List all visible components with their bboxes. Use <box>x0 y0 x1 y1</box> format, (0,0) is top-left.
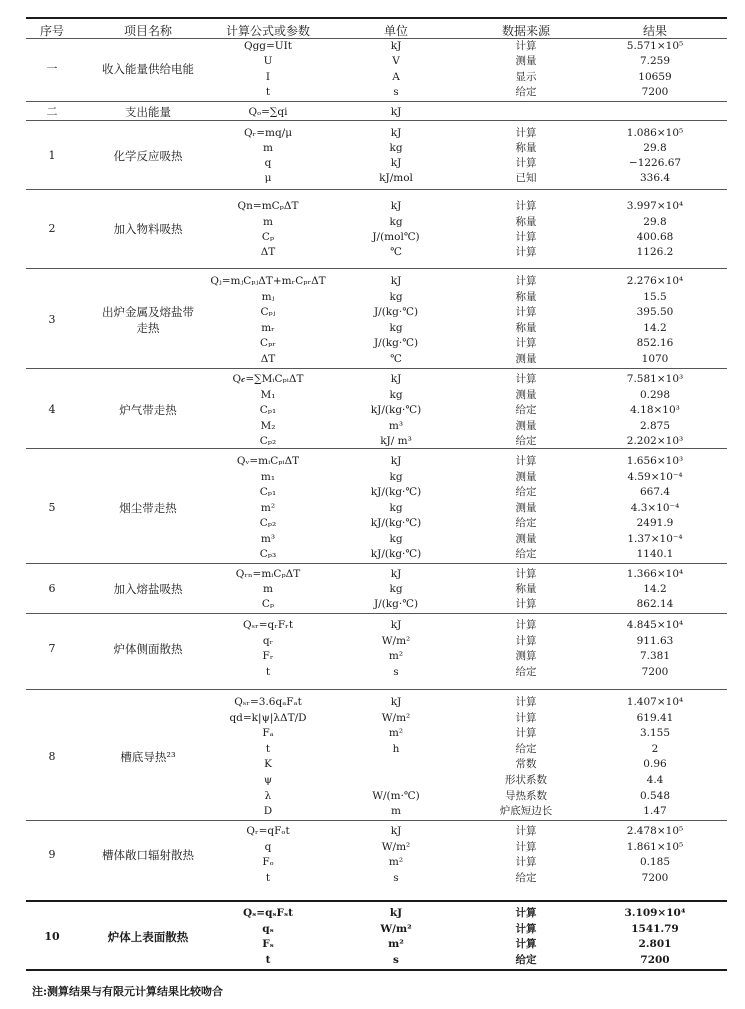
formula-cell: Qₒ=∑qi <box>248 106 288 118</box>
source-cell: 给定 <box>515 548 537 560</box>
formula-cell: Qn=mCₚΔT <box>237 200 299 212</box>
result-cell: 336.4 <box>639 172 671 184</box>
formula-cell: qₛ <box>262 923 274 935</box>
formula-cell: t <box>265 666 271 678</box>
unit-cell: ℃ <box>390 353 402 365</box>
group-seq: 2 <box>48 222 56 235</box>
formula-cell: ΔT <box>260 353 276 365</box>
formula-cell: t <box>265 872 271 884</box>
unit-cell: kg <box>389 389 403 401</box>
formula-cell: Cₚⱼ <box>260 306 276 318</box>
formula-cell: Cₚᵣ <box>260 337 276 349</box>
unit-cell: V <box>392 55 400 67</box>
result-cell: 7200 <box>641 86 669 98</box>
source-cell: 测量 <box>515 471 537 483</box>
source-cell: 给定 <box>515 486 537 498</box>
formula-cell: Q𝒸=∑MᵢCₚᵢΔT <box>232 373 304 385</box>
unit-cell: m² <box>388 727 404 739</box>
result-cell: 395.50 <box>636 306 674 318</box>
group-item-name: 出炉金属及熔盐带 <box>102 305 194 319</box>
result-cell: 2.875 <box>639 420 671 432</box>
group-item-name: 槽体敞口辐射散热 <box>102 847 194 862</box>
result-cell: 1.407×10⁴ <box>626 696 684 708</box>
formula-cell: λ <box>264 790 272 802</box>
source-cell: 计算 <box>515 598 537 610</box>
source-cell: 计算 <box>515 727 537 739</box>
formula-cell: μ <box>264 172 272 184</box>
result-cell: 2 <box>651 743 659 755</box>
formula-cell: ΔT <box>260 246 276 258</box>
group-seq: 3 <box>48 313 56 326</box>
table-top-rule <box>26 17 727 19</box>
formula-cell: q <box>264 841 272 853</box>
formula-cell: m₁ <box>260 471 276 483</box>
group-item-name: 烟尘带走热 <box>119 500 177 515</box>
result-cell: 1140.1 <box>636 548 674 560</box>
source-cell: 给定 <box>515 517 537 529</box>
formula-cell: t <box>265 743 271 755</box>
group-separator-rule <box>26 368 727 369</box>
formula-cell: q <box>264 157 272 169</box>
formula-cell: m <box>263 583 273 595</box>
source-cell: 称量 <box>515 322 537 334</box>
formula-cell: Qᵣ=qFₒt <box>246 825 290 837</box>
result-cell: 0.548 <box>639 790 671 802</box>
header-result: 结果 <box>642 24 668 38</box>
table-footnote: 注:测算结果与有限元计算结果比较吻合 <box>32 985 224 998</box>
result-cell: 0.298 <box>639 389 671 401</box>
source-cell: 测量 <box>515 353 537 365</box>
source-cell: 计算 <box>515 568 537 580</box>
result-cell: 667.4 <box>639 486 671 498</box>
formula-cell: Fₐ <box>262 727 274 739</box>
formula-cell: qd=k|ψ|λΔT/D <box>229 712 307 724</box>
group-separator-rule <box>26 820 727 821</box>
group-separator-rule <box>26 448 727 449</box>
source-cell: 给定 <box>515 435 537 447</box>
group-separator-rule <box>26 101 727 102</box>
result-cell: 7.581×10³ <box>626 373 684 385</box>
result-cell: 1.366×10⁴ <box>626 568 684 580</box>
unit-cell: W/m² <box>381 841 411 853</box>
group-seq: 5 <box>48 500 56 514</box>
result-cell: 1.861×10⁵ <box>626 841 684 853</box>
source-cell: 计算 <box>515 938 537 950</box>
group-item-name: 炉气带走热 <box>119 403 177 417</box>
unit-cell: kJ/(kg·℃) <box>370 548 422 560</box>
group-seq: 7 <box>48 641 56 655</box>
group-seq: 1 <box>48 148 56 162</box>
formula-cell: m <box>263 142 273 154</box>
source-cell: 测量 <box>515 533 537 545</box>
unit-cell: kJ <box>389 907 403 919</box>
result-cell: 1.47 <box>643 805 667 817</box>
result-cell: 0.185 <box>639 856 671 868</box>
unit-cell: kg <box>389 142 403 154</box>
result-cell: 7.381 <box>639 650 671 662</box>
source-cell: 计算 <box>515 127 537 139</box>
unit-cell: m³ <box>388 420 404 432</box>
unit-cell: s <box>393 86 399 98</box>
source-cell: 计算 <box>515 275 537 287</box>
result-cell: 3.997×10⁴ <box>626 200 684 212</box>
source-cell: 计算 <box>515 635 537 647</box>
source-cell: 导热系数 <box>505 790 547 802</box>
formula-cell: t <box>265 86 271 98</box>
group-seq: 4 <box>48 403 56 416</box>
formula-cell: M₁ <box>260 389 276 401</box>
result-cell: 4.4 <box>646 774 664 786</box>
formula-cell: Cₚ₁ <box>259 404 277 416</box>
result-cell: 3.109×10⁴ <box>624 907 686 919</box>
result-cell: 911.63 <box>636 635 674 647</box>
unit-cell: kJ <box>390 157 402 169</box>
unit-cell: W/m² <box>381 635 411 647</box>
unit-cell: kJ <box>390 106 402 118</box>
formula-cell: K <box>264 758 272 770</box>
source-cell: 炉底短边长 <box>499 805 553 817</box>
table-header-rule <box>26 38 727 39</box>
unit-cell: kJ <box>390 455 402 467</box>
result-cell: 852.16 <box>636 337 674 349</box>
unit-cell: kg <box>389 471 403 483</box>
source-cell: 称量 <box>515 583 537 595</box>
unit-cell: kJ/(kg·℃) <box>370 517 422 529</box>
source-cell: 计算 <box>515 337 537 349</box>
unit-cell: kg <box>389 583 403 595</box>
unit-cell: kJ/ m³ <box>380 435 412 447</box>
source-cell: 计算 <box>515 619 537 631</box>
group-item-name: 槽底导热²³ <box>120 749 176 764</box>
source-cell: 计算 <box>515 373 537 385</box>
unit-cell: kJ <box>390 40 402 52</box>
group-separator-rule <box>26 563 727 564</box>
formula-cell: Cₚ₁ <box>259 486 277 498</box>
result-cell: 2491.9 <box>636 517 674 529</box>
header-seq: 序号 <box>39 24 65 38</box>
result-cell: 1.37×10⁻⁴ <box>627 533 683 545</box>
source-cell: 给定 <box>515 86 537 98</box>
group-item-name: 加入熔盐吸热 <box>113 582 183 596</box>
source-cell: 计算 <box>515 712 537 724</box>
result-cell: 862.14 <box>636 598 674 610</box>
formula-cell: Qₛ=qₛFₛt <box>242 907 294 919</box>
formula-cell: Cₚ₂ <box>259 517 277 529</box>
formula-cell: I <box>265 71 271 83</box>
source-cell: 形状系数 <box>505 774 547 786</box>
source-cell: 计算 <box>515 40 537 52</box>
formula-cell: Qᵥ=mᵢCₚᵢΔT <box>236 455 300 467</box>
unit-cell: kJ <box>390 373 402 385</box>
group-seq: 一 <box>46 62 58 75</box>
result-cell: 2.801 <box>638 938 672 950</box>
result-cell: 1070 <box>641 353 669 365</box>
source-cell: 称量 <box>515 142 537 154</box>
source-cell: 计算 <box>515 841 537 853</box>
unit-cell: kJ <box>390 568 402 580</box>
result-cell: 3.155 <box>639 727 671 739</box>
formula-cell: ψ <box>263 774 273 786</box>
formula-cell: Cₚ <box>261 231 275 243</box>
formula-cell: Qₛᵣ=qᵣFᵣt <box>242 619 294 631</box>
formula-cell: m³ <box>260 533 276 545</box>
result-cell: 29.8 <box>643 142 667 154</box>
group-separator-rule <box>26 268 727 269</box>
group-separator-rule <box>26 969 727 971</box>
unit-cell: kJ/(kg·℃) <box>370 486 422 498</box>
result-cell: 4.3×10⁻⁴ <box>630 502 680 514</box>
unit-cell: J/(mol℃) <box>372 231 420 243</box>
source-cell: 测量 <box>515 420 537 432</box>
result-cell: 10659 <box>638 71 672 83</box>
group-seq: 9 <box>48 847 56 861</box>
unit-cell: kg <box>389 502 403 514</box>
source-cell: 给定 <box>515 872 537 884</box>
source-cell: 给定 <box>515 666 537 678</box>
result-cell: 4.845×10⁴ <box>626 619 684 631</box>
result-cell: 7200 <box>641 666 669 678</box>
unit-cell: m² <box>388 650 404 662</box>
formula-cell: D <box>263 805 273 817</box>
result-cell: 1.656×10³ <box>626 455 684 467</box>
group-item-name: 支出能量 <box>125 105 171 119</box>
source-cell: 计算 <box>515 200 537 212</box>
source-cell: 测量 <box>515 502 537 514</box>
group-seq: 二 <box>46 105 58 118</box>
group-seq: 8 <box>48 749 56 763</box>
source-cell: 计算 <box>515 231 537 243</box>
formula-cell: Cₚ₂ <box>259 435 277 447</box>
unit-cell: m <box>391 805 401 817</box>
result-cell: 2.276×10⁴ <box>626 275 684 287</box>
unit-cell: ℃ <box>390 246 402 258</box>
unit-cell: W/m² <box>380 923 412 935</box>
unit-cell: kJ <box>390 825 402 837</box>
unit-cell: kJ <box>390 275 402 287</box>
formula-cell: Fₒ <box>262 856 274 868</box>
unit-cell: W/(m·℃) <box>372 790 420 802</box>
source-cell: 计算 <box>515 246 537 258</box>
source-cell: 常数 <box>515 758 537 770</box>
formula-cell: Qⱼ=mⱼCₚⱼΔT+mᵣCₚᵣΔT <box>210 275 326 287</box>
formula-cell: Qₛᵣ=3.6qₐFₐt <box>234 696 302 708</box>
unit-cell: kJ/mol <box>379 172 413 184</box>
source-cell: 给定 <box>515 743 537 755</box>
header-item-name: 项目名称 <box>123 24 173 38</box>
unit-cell: s <box>393 872 399 884</box>
source-cell: 测量 <box>515 389 537 401</box>
source-cell: 计算 <box>515 923 537 935</box>
unit-cell: J/(kg·℃) <box>373 306 419 318</box>
source-cell: 称量 <box>515 216 537 228</box>
group-seq: 6 <box>48 582 56 595</box>
unit-cell: m² <box>388 856 404 868</box>
result-cell: 5.571×10⁵ <box>626 40 684 52</box>
source-cell: 给定 <box>515 954 537 966</box>
group-separator-rule <box>26 613 727 614</box>
formula-cell: Qgg=UIt <box>243 40 293 52</box>
source-cell: 已知 <box>515 172 537 184</box>
group-separator-rule <box>26 689 727 690</box>
source-cell: 计算 <box>515 306 537 318</box>
result-cell: 29.8 <box>643 216 667 228</box>
unit-cell: A <box>392 71 400 83</box>
result-cell: 1126.2 <box>636 246 674 258</box>
group-item-name: 化学反应吸热 <box>113 148 183 163</box>
unit-cell: m² <box>388 938 404 950</box>
unit-cell: J/(kg·℃) <box>373 337 419 349</box>
group-item-name: 炉体侧面散热 <box>113 641 183 656</box>
group-item-name: 收入能量供给电能 <box>102 62 194 76</box>
formula-cell: t <box>265 954 271 966</box>
formula-cell: M₂ <box>260 420 276 432</box>
unit-cell: kg <box>389 322 403 334</box>
formula-cell: Fᵣ <box>262 650 274 662</box>
unit-cell: J/(kg·℃) <box>373 598 419 610</box>
group-item-name: 炉体上表面散热 <box>107 929 189 944</box>
source-cell: 测量 <box>515 55 537 67</box>
result-cell: 15.5 <box>643 291 667 303</box>
source-cell: 称量 <box>515 291 537 303</box>
formula-cell: U <box>263 55 273 67</box>
result-cell: 2.478×10⁵ <box>626 825 684 837</box>
group-separator-rule <box>26 120 727 121</box>
result-cell: 2.202×10³ <box>626 435 684 447</box>
source-cell: 显示 <box>515 71 537 83</box>
unit-cell: kg <box>389 291 403 303</box>
unit-cell: kJ <box>390 200 402 212</box>
unit-cell: s <box>393 954 399 966</box>
formula-cell: Fₛ <box>262 938 274 950</box>
source-cell: 计算 <box>515 157 537 169</box>
result-cell: −1226.67 <box>628 157 682 169</box>
formula-cell: Cₚ₃ <box>259 548 277 560</box>
source-cell: 计算 <box>515 907 537 919</box>
header-source: 数据来源 <box>501 24 551 38</box>
unit-cell: kJ <box>390 619 402 631</box>
source-cell: 计算 <box>515 825 537 837</box>
unit-cell: h <box>392 743 400 755</box>
result-cell: 1541.79 <box>631 923 679 935</box>
source-cell: 测算 <box>515 650 537 662</box>
group-item-name: 走热 <box>136 321 160 335</box>
group-seq: 10 <box>44 929 60 943</box>
header-formula: 计算公式或参数 <box>225 24 311 38</box>
result-cell: 14.2 <box>643 322 667 334</box>
result-cell: 619.41 <box>636 712 674 724</box>
group-separator-rule <box>26 189 727 190</box>
result-cell: 14.2 <box>643 583 667 595</box>
unit-cell: s <box>393 666 399 678</box>
formula-cell: mⱼ <box>261 291 275 303</box>
unit-cell: kJ/(kg·℃) <box>370 404 422 416</box>
formula-cell: Qᵣₙ=mᵢCₚΔT <box>235 568 301 580</box>
header-unit: 单位 <box>383 24 409 38</box>
result-cell: 4.18×10³ <box>630 404 680 416</box>
unit-cell: W/m² <box>381 712 411 724</box>
result-cell: 7200 <box>641 872 669 884</box>
formula-cell: mᵣ <box>261 322 275 334</box>
formula-cell: Cₚ <box>261 598 275 610</box>
result-cell: 0.96 <box>643 758 667 770</box>
formula-cell: m² <box>260 502 276 514</box>
result-cell: 400.68 <box>636 231 674 243</box>
result-cell: 7.259 <box>639 55 671 67</box>
group-separator-rule <box>26 900 727 902</box>
source-cell: 计算 <box>515 696 537 708</box>
result-cell: 1.086×10⁵ <box>626 127 684 139</box>
result-cell: 4.59×10⁻⁴ <box>627 471 683 483</box>
formula-cell: Qᵣ=mq/μ <box>243 127 293 139</box>
group-item-name: 加入物料吸热 <box>113 222 183 236</box>
formula-cell: qᵣ <box>262 635 274 647</box>
unit-cell: kg <box>389 533 403 545</box>
source-cell: 计算 <box>515 856 537 868</box>
unit-cell: kg <box>389 216 403 228</box>
formula-cell: m <box>263 216 273 228</box>
unit-cell: kJ <box>390 127 402 139</box>
result-cell: 7200 <box>640 954 670 966</box>
source-cell: 给定 <box>515 404 537 416</box>
source-cell: 计算 <box>515 455 537 467</box>
unit-cell: kJ <box>390 696 402 708</box>
